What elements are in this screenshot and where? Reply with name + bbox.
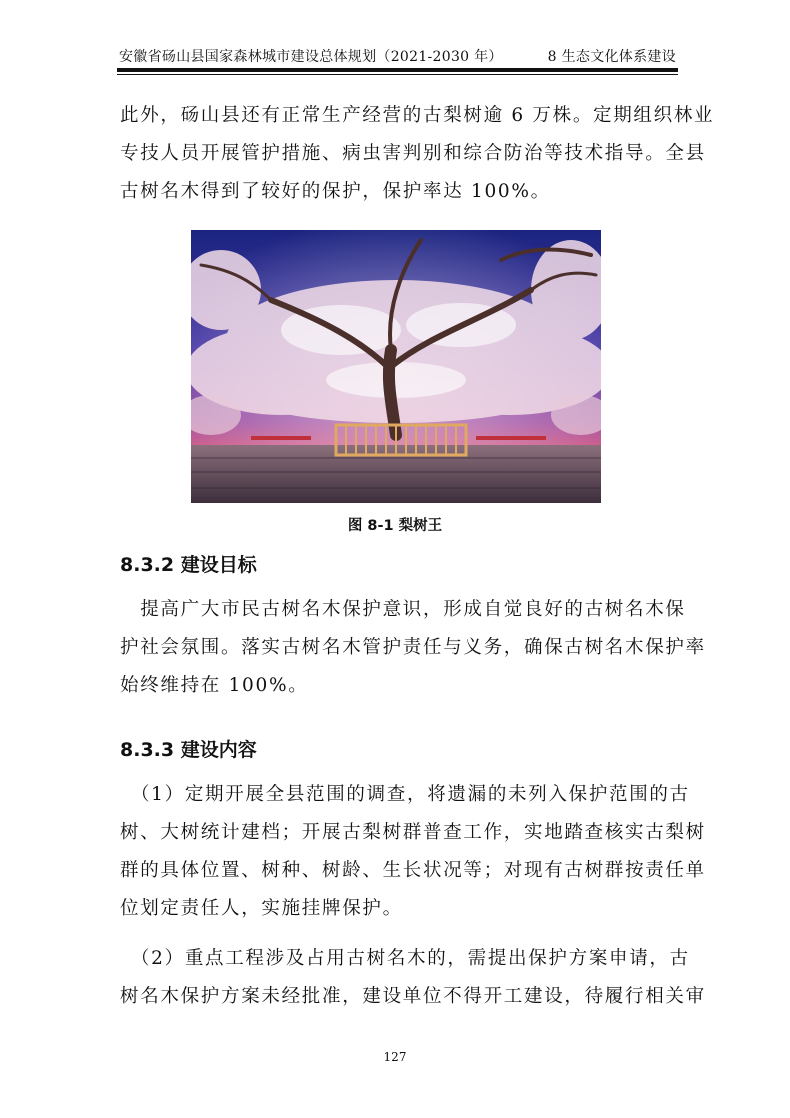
text-line: 树、大树统计建档；开展古梨树群普查工作，实地踏查核实古梨树: [120, 822, 706, 843]
content-item-2: [120, 940, 706, 1016]
pear-tree-photo: [191, 230, 601, 503]
section-heading: 8.3.2 建设目标: [120, 554, 257, 576]
header-title: 安徽省砀山县国家森林城市建设总体规划（2021-2030 年）: [119, 49, 503, 65]
page-number: 127: [383, 1050, 407, 1064]
text-line: 专技人员开展管护措施、病虫害判别和综合防治等技术指导。全县: [120, 143, 706, 164]
text-line: 始终维持在 100%。: [120, 675, 309, 696]
text-line: 树名木保护方案未经批准，建设单位不得开工建设，待履行相关审: [120, 986, 706, 1007]
text-line: 护社会氛围。落实古树名木管护责任与义务，确保古树名木保护率: [120, 637, 706, 658]
text-line: 此外，砀山县还有正常生产经营的古梨树逾 6 万株。定期组织林业: [120, 105, 715, 126]
page-header: [117, 44, 678, 68]
content-item-1: [120, 776, 706, 928]
text-line: 位划定责任人，实施挂牌保护。: [120, 898, 403, 919]
text-line: （1）定期开展全县范围的调查，将遗漏的未列入保护范围的古: [120, 784, 690, 805]
header-chapter: 8 生态文化体系建设: [547, 49, 676, 65]
intro-paragraph: [120, 97, 715, 211]
text-line: 古树名木得到了较好的保护，保护率达 100%。: [120, 181, 551, 202]
text-line: 群的具体位置、树种、树龄、生长状况等；对现有古树群按责任单: [120, 860, 706, 881]
text-line: （2）重点工程涉及占用古树名木的，需提出保护方案申请，古: [120, 948, 690, 969]
goal-paragraph: [120, 591, 706, 705]
text-line: 提高广大市民古树名木保护意识，形成自觉良好的古树名木保: [120, 599, 686, 620]
figure-caption: 图 8-1 梨树王: [347, 518, 443, 534]
header-rule-thin: [117, 74, 678, 75]
section-heading: 8.3.3 建设内容: [120, 739, 257, 761]
header-rule-thick: [117, 68, 678, 72]
